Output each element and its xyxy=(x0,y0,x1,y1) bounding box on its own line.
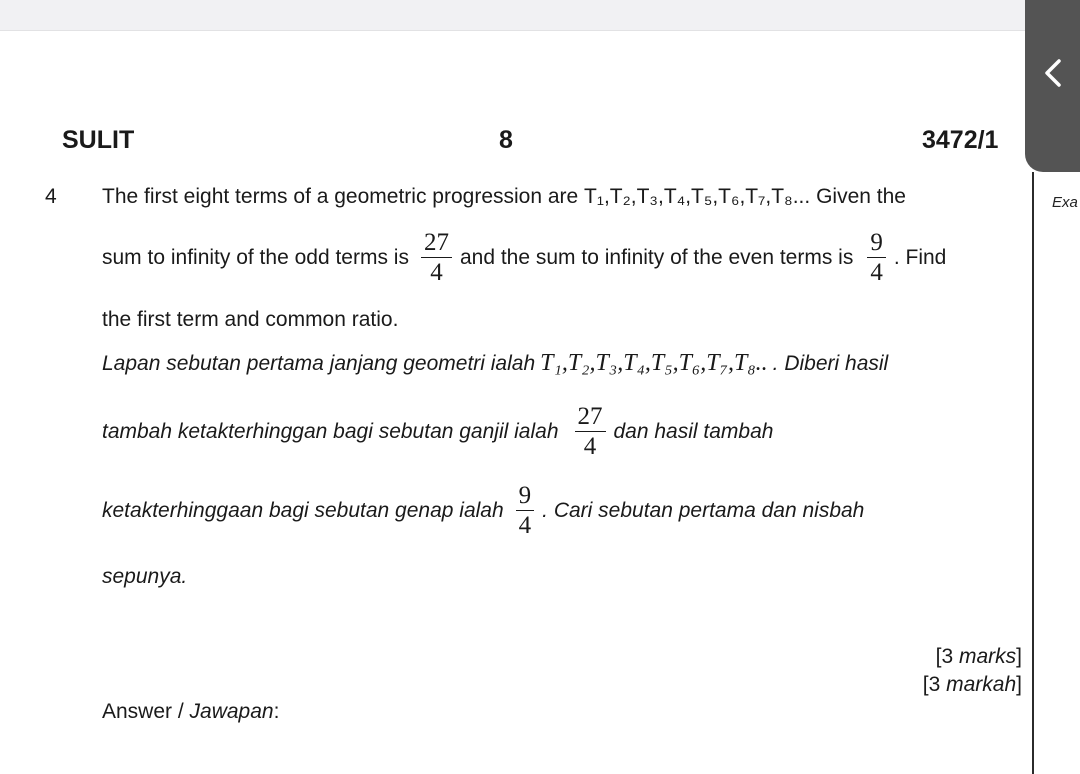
marks-word: markah xyxy=(946,673,1017,696)
header-page-number: 8 xyxy=(499,126,513,154)
adjacent-page-text: Exa xyxy=(1052,194,1078,211)
question-en-text: Given the xyxy=(810,185,906,208)
marks-malay xyxy=(923,673,1022,697)
question-en-text: . Find xyxy=(893,246,947,270)
question-ms-line-2 xyxy=(102,404,773,461)
answer-label-en: Answer / xyxy=(102,700,190,723)
question-en-line-3: the first term and common ratio. xyxy=(102,308,399,331)
term-sequence: T₁,T₂,T₃,T₄,T₅,T₆,T₇,T₈.. xyxy=(540,350,768,376)
question-ms-line-4: sepunya. xyxy=(102,565,188,588)
question-ms-text: tambah ketakterhinggan bagi sebutan ganjil ialah xyxy=(102,420,559,444)
term-sequence: T₁,T₂,T₃,T₄,T₅,T₆,T₇,T₈... xyxy=(584,185,811,208)
answer-colon: : xyxy=(273,700,280,723)
question-en-text: The first eight terms of a geometric progression are xyxy=(102,185,585,208)
page-divider xyxy=(1032,172,1034,774)
question-ms-line-1 xyxy=(102,350,888,377)
fraction-numerator: 27 xyxy=(575,404,606,432)
question-ms-text: ketakterhinggaan bagi sebutan genap ialah xyxy=(102,499,504,523)
question-ms-line-3 xyxy=(102,483,864,540)
fraction-denominator: 4 xyxy=(430,259,443,287)
chevron-left-icon xyxy=(1043,58,1063,88)
fraction-numerator: 27 xyxy=(421,230,452,258)
back-button[interactable] xyxy=(1025,0,1080,172)
marks-open: [3 xyxy=(922,673,947,696)
fraction-denominator: 4 xyxy=(518,512,532,540)
fraction-numerator: 9 xyxy=(516,483,535,511)
fraction-numerator: 9 xyxy=(867,230,886,258)
marks-word: marks xyxy=(958,645,1017,668)
question-ms-text: . Diberi hasil xyxy=(772,351,889,375)
question-ms-text: dan hasil tambah xyxy=(613,420,774,444)
fraction xyxy=(421,230,452,287)
header-sulit: SULIT xyxy=(62,126,135,154)
fraction xyxy=(516,483,535,540)
question-en-text: and the sum to infinity of the even terms is xyxy=(459,246,854,270)
marks-english xyxy=(936,645,1022,669)
marks-close: ] xyxy=(1016,645,1022,668)
marks-open: [3 xyxy=(935,645,959,668)
question-number: 4 xyxy=(45,185,57,208)
question-en-text: sum to infinity of the odd terms is xyxy=(102,246,409,270)
fraction xyxy=(867,230,886,287)
header-paper-code: 3472/1 xyxy=(922,126,999,154)
fraction xyxy=(575,404,606,461)
answer-label-ms: Jawapan xyxy=(189,700,274,723)
fraction-denominator: 4 xyxy=(870,259,883,287)
fraction-denominator: 4 xyxy=(583,433,597,461)
answer-label xyxy=(102,700,279,724)
question-en-line-1 xyxy=(102,185,906,209)
question-ms-text: Lapan sebutan pertama janjang geometri ialah xyxy=(102,351,536,375)
marks-close: ] xyxy=(1016,673,1022,696)
question-ms-text: . Cari sebutan pertama dan nisbah xyxy=(542,499,865,523)
top-toolbar xyxy=(0,0,1080,31)
question-en-line-2 xyxy=(102,230,946,287)
